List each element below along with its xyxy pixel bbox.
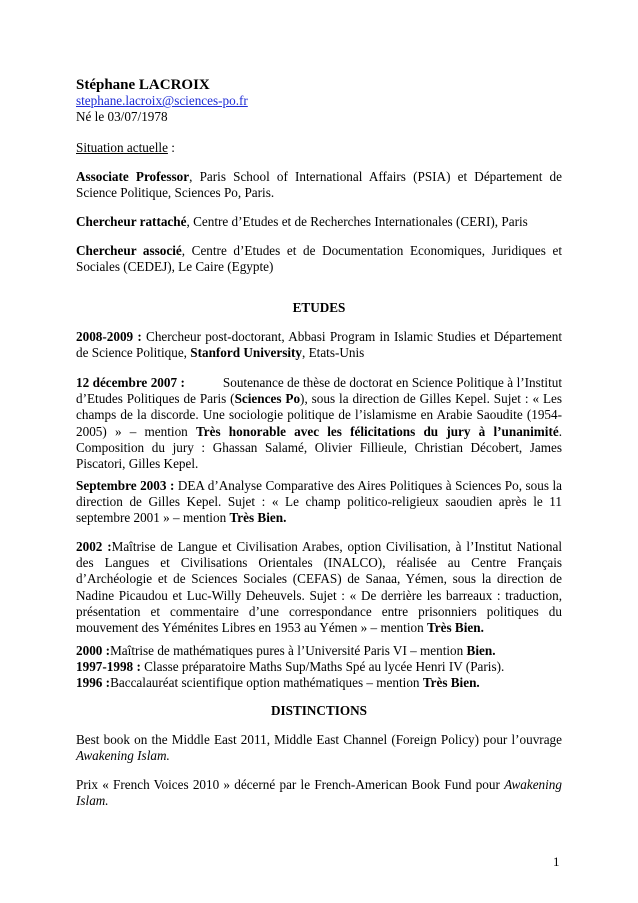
education-bold: Bien. bbox=[466, 643, 496, 658]
book-title: Awakening Islam. bbox=[76, 748, 170, 764]
education-entry bbox=[76, 643, 562, 659]
education-entry bbox=[76, 478, 562, 527]
header bbox=[76, 77, 562, 126]
education-entry bbox=[76, 539, 562, 636]
position-text: , Paris School of International Affairs (PSIA) et Département de Science Politique, Sciences Po, Paris. bbox=[76, 169, 562, 201]
birth-date: Né le 03/07/1978 bbox=[76, 109, 168, 125]
education-date: 2000 : bbox=[76, 643, 111, 658]
email-link[interactable]: stephane.lacroix@sciences-po.fr bbox=[76, 93, 248, 109]
situation-heading-line bbox=[76, 140, 562, 156]
education-text: Classe préparatoire Maths Sup/Maths Spé au lycée Henri IV (Paris). bbox=[140, 659, 505, 675]
education-date: 1997-1998 : bbox=[76, 659, 141, 675]
situation-heading-suffix: : bbox=[167, 140, 175, 155]
education-date: 1996 : bbox=[76, 675, 111, 691]
education-text: Soutenance de thèse de doctorat en Science Politique à l’Institut d’Etudes Politiques de Paris ( bbox=[76, 375, 562, 407]
education-text: DEA d’Analyse Comparative des Aires Politiques à Sciences Po, sous la direction de Gilles Kepel. Sujet : « Le champ politico-religieux saoudien après le 11 septembre 2001 » – mention bbox=[76, 478, 562, 526]
etudes-heading: ETUDES bbox=[292, 300, 346, 315]
position-item bbox=[76, 214, 562, 230]
education-bold: Stanford University bbox=[190, 345, 302, 361]
author-name: Stéphane LACROIX bbox=[76, 77, 210, 93]
position-title: Associate Professor bbox=[76, 169, 190, 184]
education-date: 2002 : bbox=[76, 539, 112, 554]
position-title: Chercheur rattaché bbox=[76, 214, 187, 229]
education-list-short bbox=[76, 643, 562, 692]
education-text: , Etats-Unis bbox=[302, 345, 365, 361]
position-title: Chercheur associé bbox=[76, 243, 182, 258]
education-entry bbox=[76, 659, 562, 675]
position-text: , Centre d’Etudes et de Recherches Internationales (CERI), Paris bbox=[186, 214, 528, 229]
distinction-item bbox=[76, 777, 562, 809]
education-bold: Très honorable avec les félicitations du jury à l’unanimité bbox=[195, 423, 559, 439]
situation-heading: Situation actuelle bbox=[76, 140, 168, 155]
position-item bbox=[76, 243, 562, 275]
distinction-item bbox=[76, 732, 562, 764]
education-bold: Très Bien. bbox=[426, 620, 484, 636]
distinctions-heading: DISTINCTIONS bbox=[270, 703, 367, 718]
education-text: . Composition du jury : Ghassan Salamé, Olivier Fillieule, Christian Décobert, James Piscatori, Gilles Kepel. bbox=[76, 423, 562, 472]
page-number: 1 bbox=[553, 854, 560, 869]
position-item bbox=[76, 169, 562, 201]
education-bold: Très Bien. bbox=[422, 675, 480, 691]
book-title: Awakening Islam. bbox=[76, 777, 562, 809]
distinction-text: Best book on the Middle East 2011, Middle East Channel (Foreign Policy) pour l’ouvrage bbox=[76, 732, 562, 747]
education-text: Baccalauréat scientifique option mathématiques – mention bbox=[110, 675, 423, 691]
education-text: Maîtrise de Langue et Civilisation Arabes, option Civilisation, à l’Institut National des Langues et Civilisations Orientales (INALCO), réalisée au Centre Français d’Archéologie et de Sciences Sociales (CEFAS) de Sanaa, Yémen, sous la direction de Nadine Picaudou et Luc-Willy Deheuvels. Sujet : « De derrière les barreaux : traduction, présentation et commentaire d’une correspondance entre prisonniers politiques du mouvement des Yéménites Libres en 1953 au Yémen » – mention bbox=[76, 539, 562, 636]
education-text: Maîtrise de mathématiques pures à l’Université Paris VI – mention bbox=[110, 643, 467, 658]
education-text: Chercheur post-doctorant, Abbasi Program in Islamic Studies et Département de Science Politique, bbox=[76, 329, 562, 361]
distinction-text: Prix « French Voices 2010 » décerné par le French-American Book Fund pour bbox=[76, 777, 505, 792]
education-bold: Sciences Po bbox=[234, 391, 301, 407]
education-bold: Très Bien. bbox=[229, 510, 287, 526]
education-entry bbox=[76, 375, 562, 472]
education-text: ), sous la direction de Gilles Kepel. Sujet : « Les champs de la discorde. Une sociologie politique de l’islamisme en Arabie Saoudite (1954-2005) » – mention bbox=[76, 391, 563, 439]
education-date: 2008-2009 : bbox=[76, 329, 142, 344]
position-text: , Centre d’Etudes et de Documentation Economiques, Juridiques et Sociales (CEDEJ), Le Caire (Egypte) bbox=[76, 243, 562, 275]
education-entry bbox=[76, 675, 562, 691]
education-date: 12 décembre 2007 : bbox=[76, 375, 185, 390]
education-date: Septembre 2003 : bbox=[76, 478, 175, 493]
education-entry bbox=[76, 329, 562, 361]
